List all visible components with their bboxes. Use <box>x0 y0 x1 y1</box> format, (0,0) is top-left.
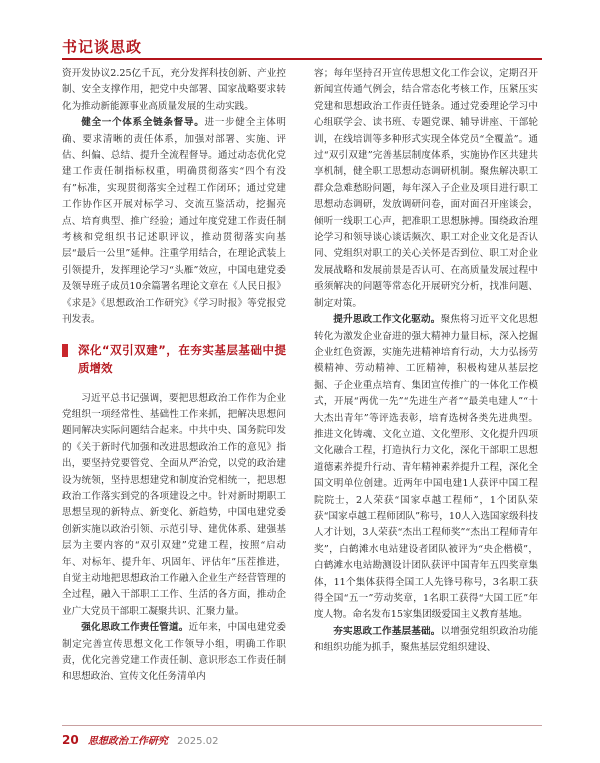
right-column <box>314 66 538 657</box>
section-heading-text: 深化“双引双建”，在夯实基层基础中提质增效 <box>78 342 286 375</box>
paragraph-body: 聚焦将习近平文化思想转化为激发企业奋进的强大精神力量目标，深入挖掘企业红色资源，实施先进精神培育行动，大力弘扬劳模精神、劳动精神、工匠精神，积极构建从基层挖掘、子企业重点培育、集团宣传推广的一体化工作模式，开展“两优一先”“先进生产者”“最美电建人”“十大杰出青年”等评选表彰，培育选树各类先进典型。推进文化铸魂、文化立道、文化塑形、文化提升四项文化融合工程，打造执行力文化，深化干部职工思想道德素养提升行动、青年精神素养提升工程，深化全国文明单位创建。近两年中国电建1人获评中国工程院院士，2人荣获“国家卓越工程师”，1个团队荣获“国家卓越工程师团队”称号，10人入选国家级科技人才计划，3人荣获“杰出工程师奖”“杰出工程师青年奖”，白鹤滩水电站建设者团队被评为“央企楷模”，白鹤滩水电站勘测设计团队获评中国青年五四奖章集体，11个集体获得全国工人先锋号称号，3名职工获得全国“五一”劳动奖章，1名职工获得“大国工匠”年度人物。命名发布15家集团级爱国主义教育基地。 <box>314 314 539 621</box>
paragraph: 资开发协议2.25亿千瓦，充分发挥科技创新、产业控制、安全支撑作用，把党中央部署、国家战略要求转化为推动新能源事业高质量发展的生动实践。 <box>62 68 286 112</box>
paragraph <box>62 620 286 686</box>
page-footer <box>62 732 218 747</box>
paragraph-lead: 夯实思政工作基层基础。 <box>333 625 441 637</box>
paragraph-lead: 健全一个体系全链条督导。 <box>81 117 205 129</box>
section-heading <box>62 341 286 377</box>
footer-divider <box>62 725 542 726</box>
paragraph-lead: 提升思政工作文化驱动。 <box>333 314 441 326</box>
paragraph <box>314 312 538 624</box>
issue-number: 2025.02 <box>177 736 219 747</box>
section-header-title: 书记谈思政 <box>62 38 143 56</box>
paragraph-lead: 强化思政工作责任管道。 <box>81 622 189 634</box>
paragraph: 习近平总书记强调，要把思想政治工作作为企业党组织一项经常性、基础性工作来抓，把解决思想问题同解决实际问题结合起来。中共中央、国务院印发的《关于新时代加强和改进思想政治工作的意见》指出，要坚持党要管党、全面从严治党，以党的政治建设为统领，坚持思想建党和制度治党相统一，把思想政治工作落实到党的各项建设之中。针对新时期职工思想呈现的新特点、新变化、新趋势，中国电建党委创新实施以政治引领、示范引导、建优体系、建强基层为主要内容的“双引双建”党建工程，按照“启动年、对标年、提升年、巩固年、评估年”压茬推进，自觉主动地把思想政治工作融入企业生产经营管理的全过程，融入干部职工工作、生活的各方面，推动企业广大党员干部职工凝聚共识、汇聚力量。 <box>62 392 286 617</box>
paragraph-body: 以增强党组织政治功能和组织功能为抓手，聚焦基层党组织建设、 <box>314 625 539 654</box>
journal-name: 思想政治工作研究 <box>87 736 168 747</box>
header-divider <box>62 58 542 60</box>
left-column <box>62 66 286 686</box>
paragraph-body: 进一步健全主体明确、要求清晰的责任体系，加强对部署、实施、评估、纠偏、总结、提升全流程督导。通过动态优化党建工作责任制指标权重，明确贯彻落实“四个有没有”标准，实现贯彻落实全过程工作闭环；通过党建工作协作区开展对标学习、交流互鉴活动，挖掘亮点、培育典型、推广经验；通过年度党建工作责任制考核和党组织书记述职评议，推动贯彻落实向基层“最后一公里”延伸。注重学用结合，在理论武装上引领提升，发挥理论学习“头雁”效应，中国电建党委及领导班子成员10余篇署名理论文章在《人民日报》《求是》《思想政治工作研究》《学习时报》等党报党刊发表。 <box>62 117 287 326</box>
paragraph-body: 近年来，中国电建党委制定完善宣传思想文化工作领导小组，明确工作职责，优化完善党建工作责任制、意识形态工作责任制和思想政治、宣传文化任务清单内 <box>62 622 287 683</box>
paragraph <box>314 624 538 657</box>
page-number: 20 <box>62 733 79 747</box>
heading-bar-marker <box>62 344 68 357</box>
paragraph <box>62 115 286 328</box>
paragraph: 容；每年坚持召开宣传思想文化工作会议，定期召开新闻宣传通气例会，结合常态化考核工作，压紧压实党建和思想政治工作责任链条。通过党委理论学习中心组联学会、读书班、专题党课、辅导讲座、干部轮训，在线培训等多种形式实现全体党员“全覆盖”。通过“双引双建”完善基层制度体系，实施协作区共建共享机制，健全职工思想动态调研机制。聚焦解决职工群众急难愁盼问题，每年深入子企业及项目进行职工思想动态调研，发放调研问卷，面对面召开座谈会，倾听一线职工心声，把准职工思想脉搏。围绕政治理论学习和领导谈心谈话频次、职工对企业文化是否认同、党组织对职工的关心关怀是否到位、职工对企业发展战略和发展前景是否认可、在高质量发展过程中亟须解决的问题等常态化开展研究分析，找准问题、制定对策。 <box>314 68 538 309</box>
